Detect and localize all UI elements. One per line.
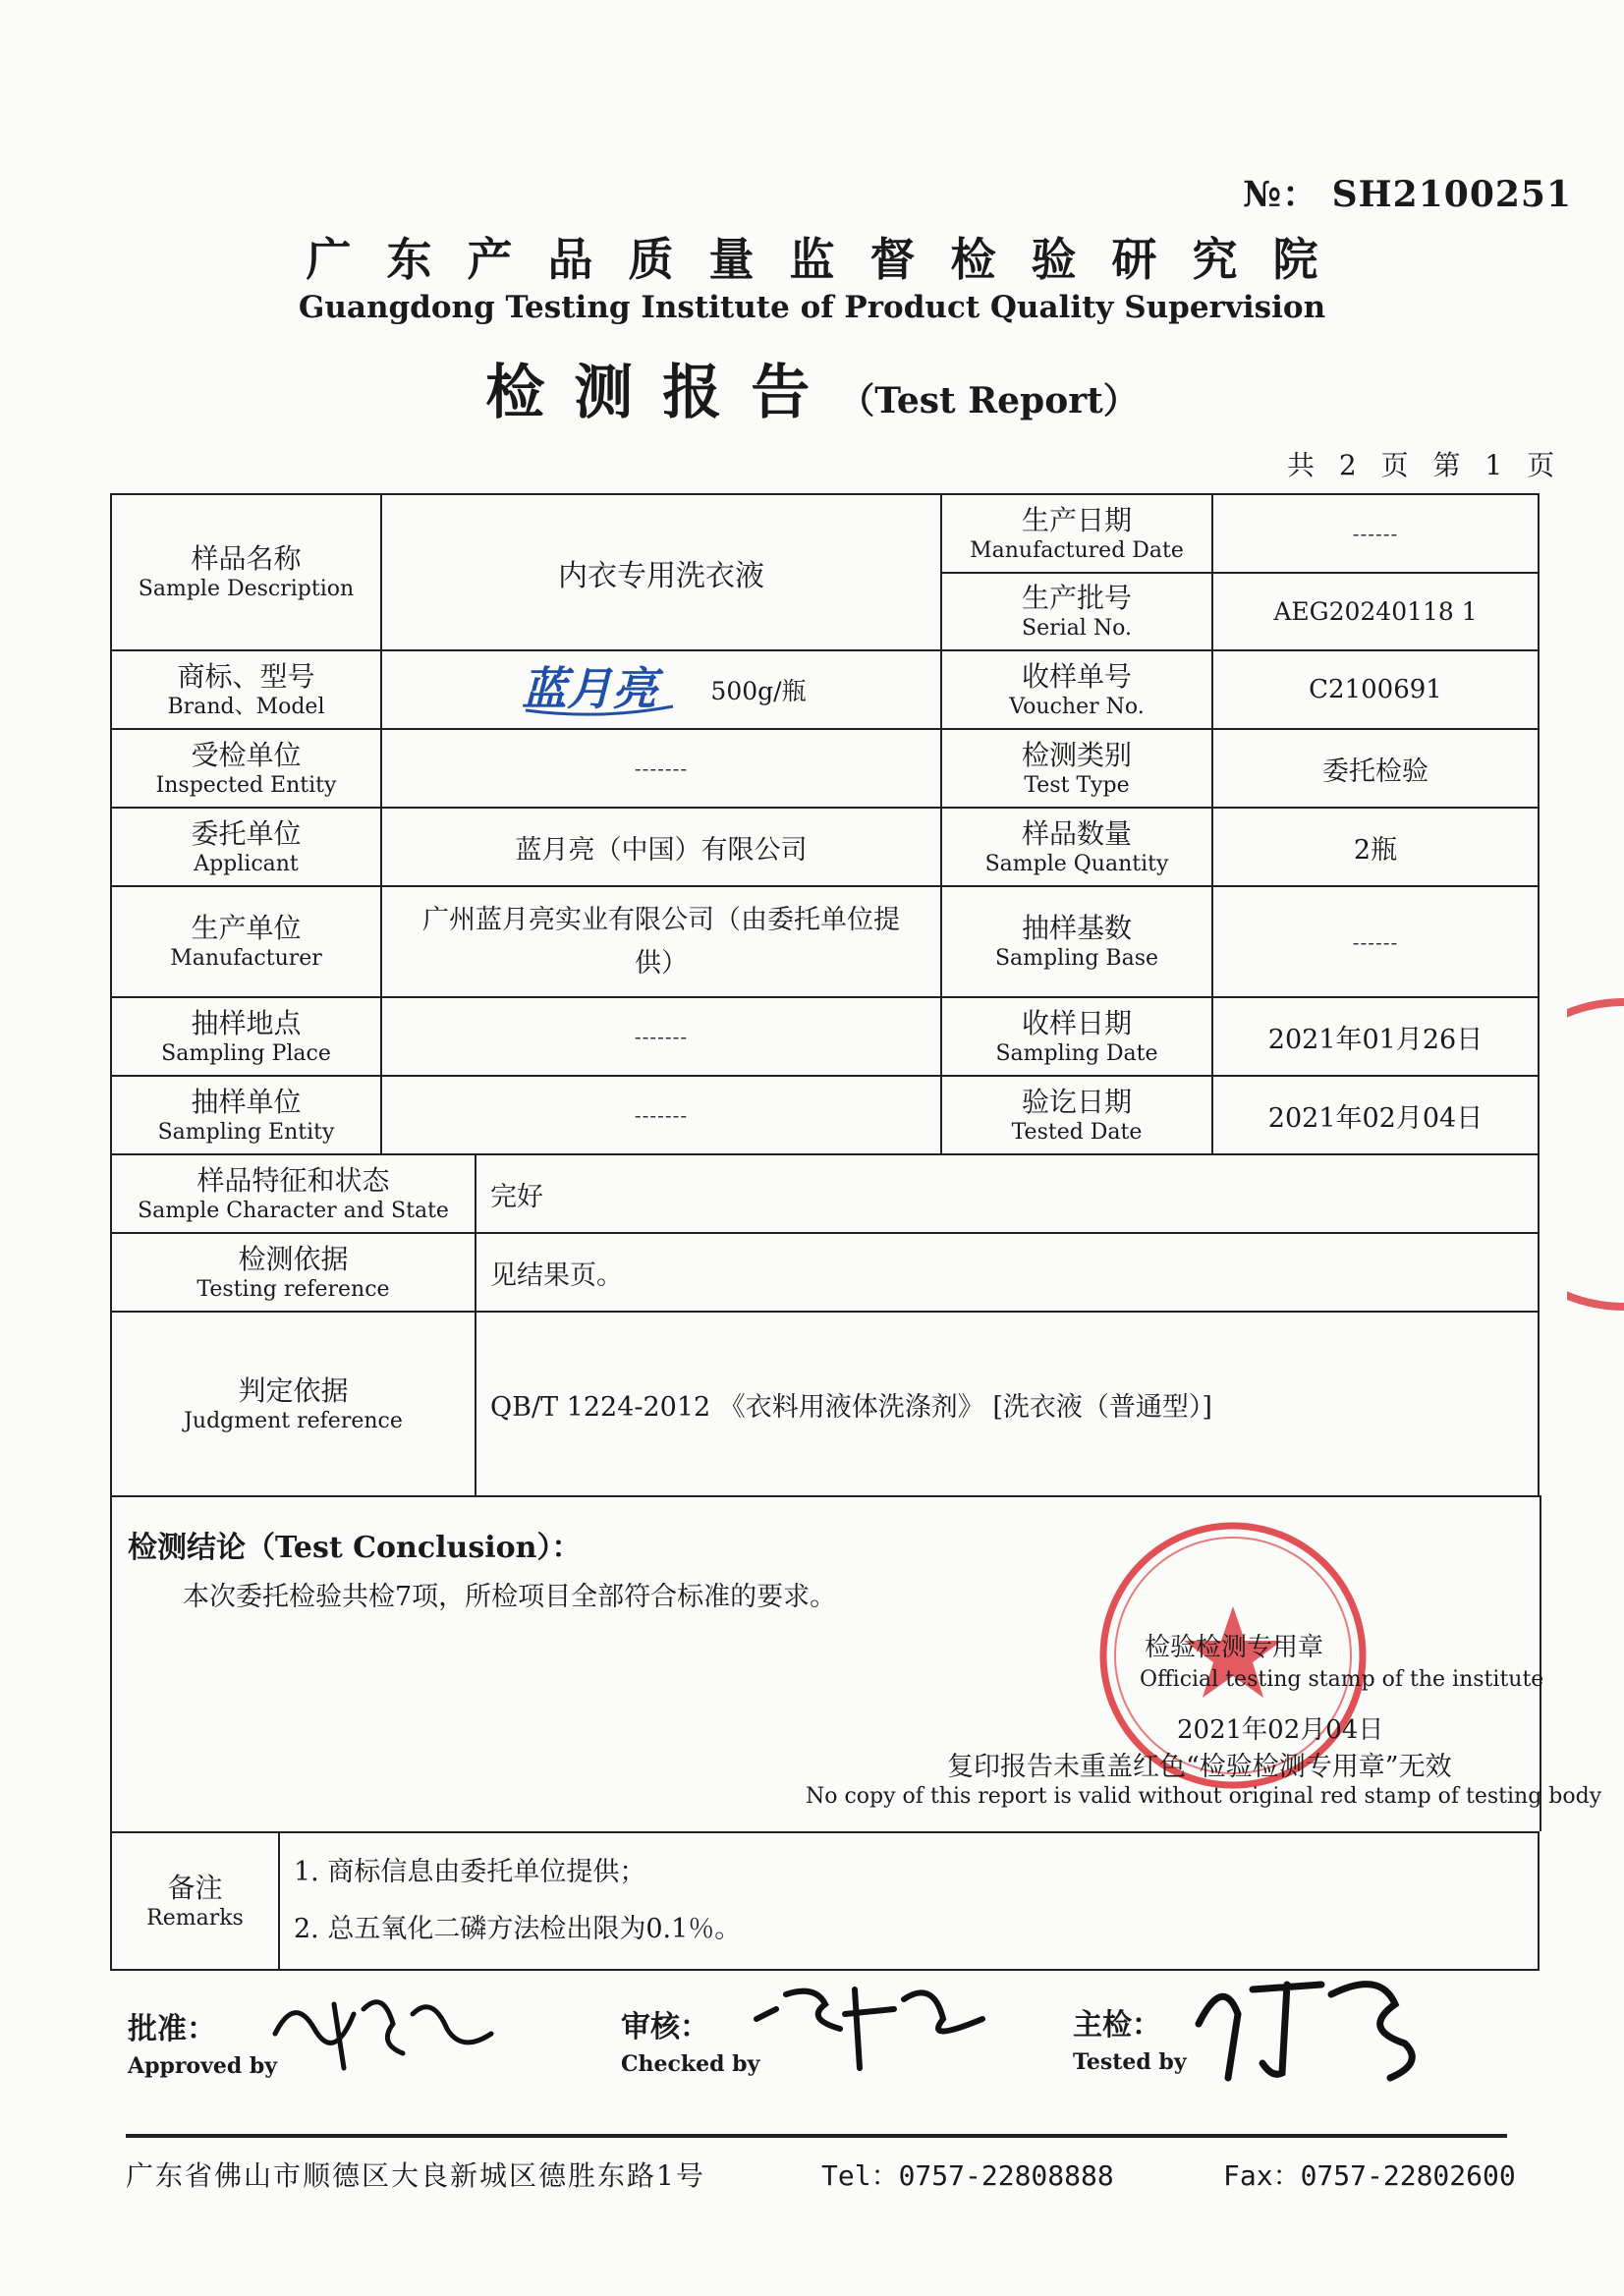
remarks-label: 备注 Remarks [111, 1832, 279, 1970]
sampling-entity-value: ------- [381, 1076, 941, 1154]
brand-model-value [381, 650, 941, 729]
applicant-label: 委托单位 Applicant [111, 808, 381, 886]
report-title-en: （Test Report） [839, 380, 1139, 421]
brand-logo [516, 655, 683, 725]
edge-seal-fragment [1567, 992, 1624, 1316]
judgment-reference-value: QB/T 1224-2012 《衣料用液体洗涤剂》 [洗衣液（普通型）] [476, 1312, 1539, 1496]
approved-by-label: 批准： Approved by [128, 2012, 278, 2079]
inspected-entity-value: ------- [381, 729, 941, 808]
sampling-date-value: 2021年01月26日 [1212, 997, 1539, 1076]
serial-no-label: 生产批号 Serial No. [941, 573, 1212, 650]
page-count: 共 2 页 第 1 页 [1287, 449, 1563, 481]
stamp-label-cn: 检验检测专用章 [1145, 1633, 1324, 1662]
voucher-no-label: 收样单号 Voucher No. [941, 650, 1212, 729]
applicant-value: 蓝月亮（中国）有限公司 [381, 808, 941, 886]
sampling-entity-label: 抽样单位 Sampling Entity [111, 1076, 381, 1154]
test-type-label: 检测类别 Test Type [941, 729, 1212, 808]
copy-note-en: No copy of this report is valid without original red stamp of testing body [806, 1784, 1602, 1809]
sample-description-value: 内衣专用洗衣液 [381, 494, 941, 650]
sample-description-label: 样品名称 Sample Description [111, 494, 381, 650]
voucher-no-value: C2100691 [1212, 650, 1539, 729]
testing-reference-label: 检测依据 Testing reference [111, 1233, 476, 1312]
manufactured-date-value: ------ [1212, 494, 1539, 573]
tested-date-value: 2021年02月04日 [1212, 1076, 1539, 1154]
sample-state-value: 完好 [476, 1154, 1539, 1233]
sampling-place-value: ------- [381, 997, 941, 1076]
footer-fax: Fax：0757-22802600 [1223, 2159, 1516, 2192]
remarks-table [110, 1831, 1540, 1971]
report-title-cn: 检测报告 [485, 359, 840, 427]
stamp-date: 2021年02月04日 [1177, 1715, 1384, 1745]
sample-quantity-label: 样品数量 Sample Quantity [941, 808, 1212, 886]
testing-reference-value: 见结果页。 [476, 1233, 1539, 1312]
conclusion-title: 检测结论（Test Conclusion）： [128, 1531, 582, 1565]
sampling-base-value: ------ [1212, 886, 1539, 997]
manufactured-date-label: 生产日期 Manufactured Date [941, 494, 1212, 573]
sample-state-label: 样品特征和状态 Sample Character and State [111, 1154, 476, 1233]
stamp-label-en: Official testing stamp of the institute [1140, 1667, 1544, 1692]
sample-quantity-value: 2瓶 [1212, 808, 1539, 886]
manufacturer-value-line2: 供） [635, 947, 688, 979]
judgment-reference-label: 判定依据 Judgment reference [111, 1312, 476, 1496]
checked-signature [747, 1960, 992, 2088]
brand-model-label: 商标、型号 Brand、Model [111, 650, 381, 729]
tested-date-label: 验讫日期 Tested Date [941, 1076, 1212, 1154]
copy-note-cn: 复印报告未重盖红色“检验检测专用章”无效 [947, 1752, 1452, 1782]
tested-signature [1184, 1955, 1439, 2093]
sampling-date-label: 收样日期 Sampling Date [941, 997, 1212, 1076]
checked-by-label: 审核： Checked by [621, 2010, 760, 2077]
reference-table [110, 1153, 1540, 1497]
info-table [110, 493, 1540, 1155]
report-number: №： SH2100251 [1243, 174, 1573, 215]
remark-line-1: 1. 商标信息由委托单位提供； [294, 1857, 646, 1887]
remark-line-2: 2. 总五氧化二磷方法检出限为0.1％。 [294, 1914, 742, 1944]
footer-address: 广东省佛山市顺德区大良新城区德胜东路1号 [126, 2159, 705, 2192]
conclusion-text: 本次委托检验共检7项，所检项目全部符合标准的要求。 [183, 1582, 837, 1612]
report-title [0, 346, 1624, 430]
manufacturer-value [381, 886, 941, 997]
sampling-place-label: 抽样地点 Sampling Place [111, 997, 381, 1076]
footer-tel: Tel：0757-22808888 [821, 2159, 1114, 2192]
inspected-entity-label: 受检单位 Inspected Entity [111, 729, 381, 808]
tested-by-label: 主检： Tested by [1073, 2008, 1187, 2075]
manufacturer-label: 生产单位 Manufacturer [111, 886, 381, 997]
manufacturer-value-line1: 广州蓝月亮实业有限公司（由委托单位提 [422, 905, 900, 936]
test-type-value: 委托检验 [1212, 729, 1539, 808]
brand-spec: 500g/瓶 [710, 677, 807, 705]
sampling-base-label: 抽样基数 Sampling Base [941, 886, 1212, 997]
institute-name-cn: 广东产品质量监督检验研究院 [306, 233, 1354, 286]
institute-name-en: Guangdong Testing Institute of Product Quality Supervision [298, 290, 1326, 325]
footer-rule [126, 2134, 1507, 2138]
brand-logo-text: 蓝月亮 [522, 661, 658, 715]
approved-signature [265, 1975, 501, 2083]
remarks-value [279, 1832, 1539, 1970]
serial-no-value: AEG20240118 1 [1212, 573, 1539, 650]
